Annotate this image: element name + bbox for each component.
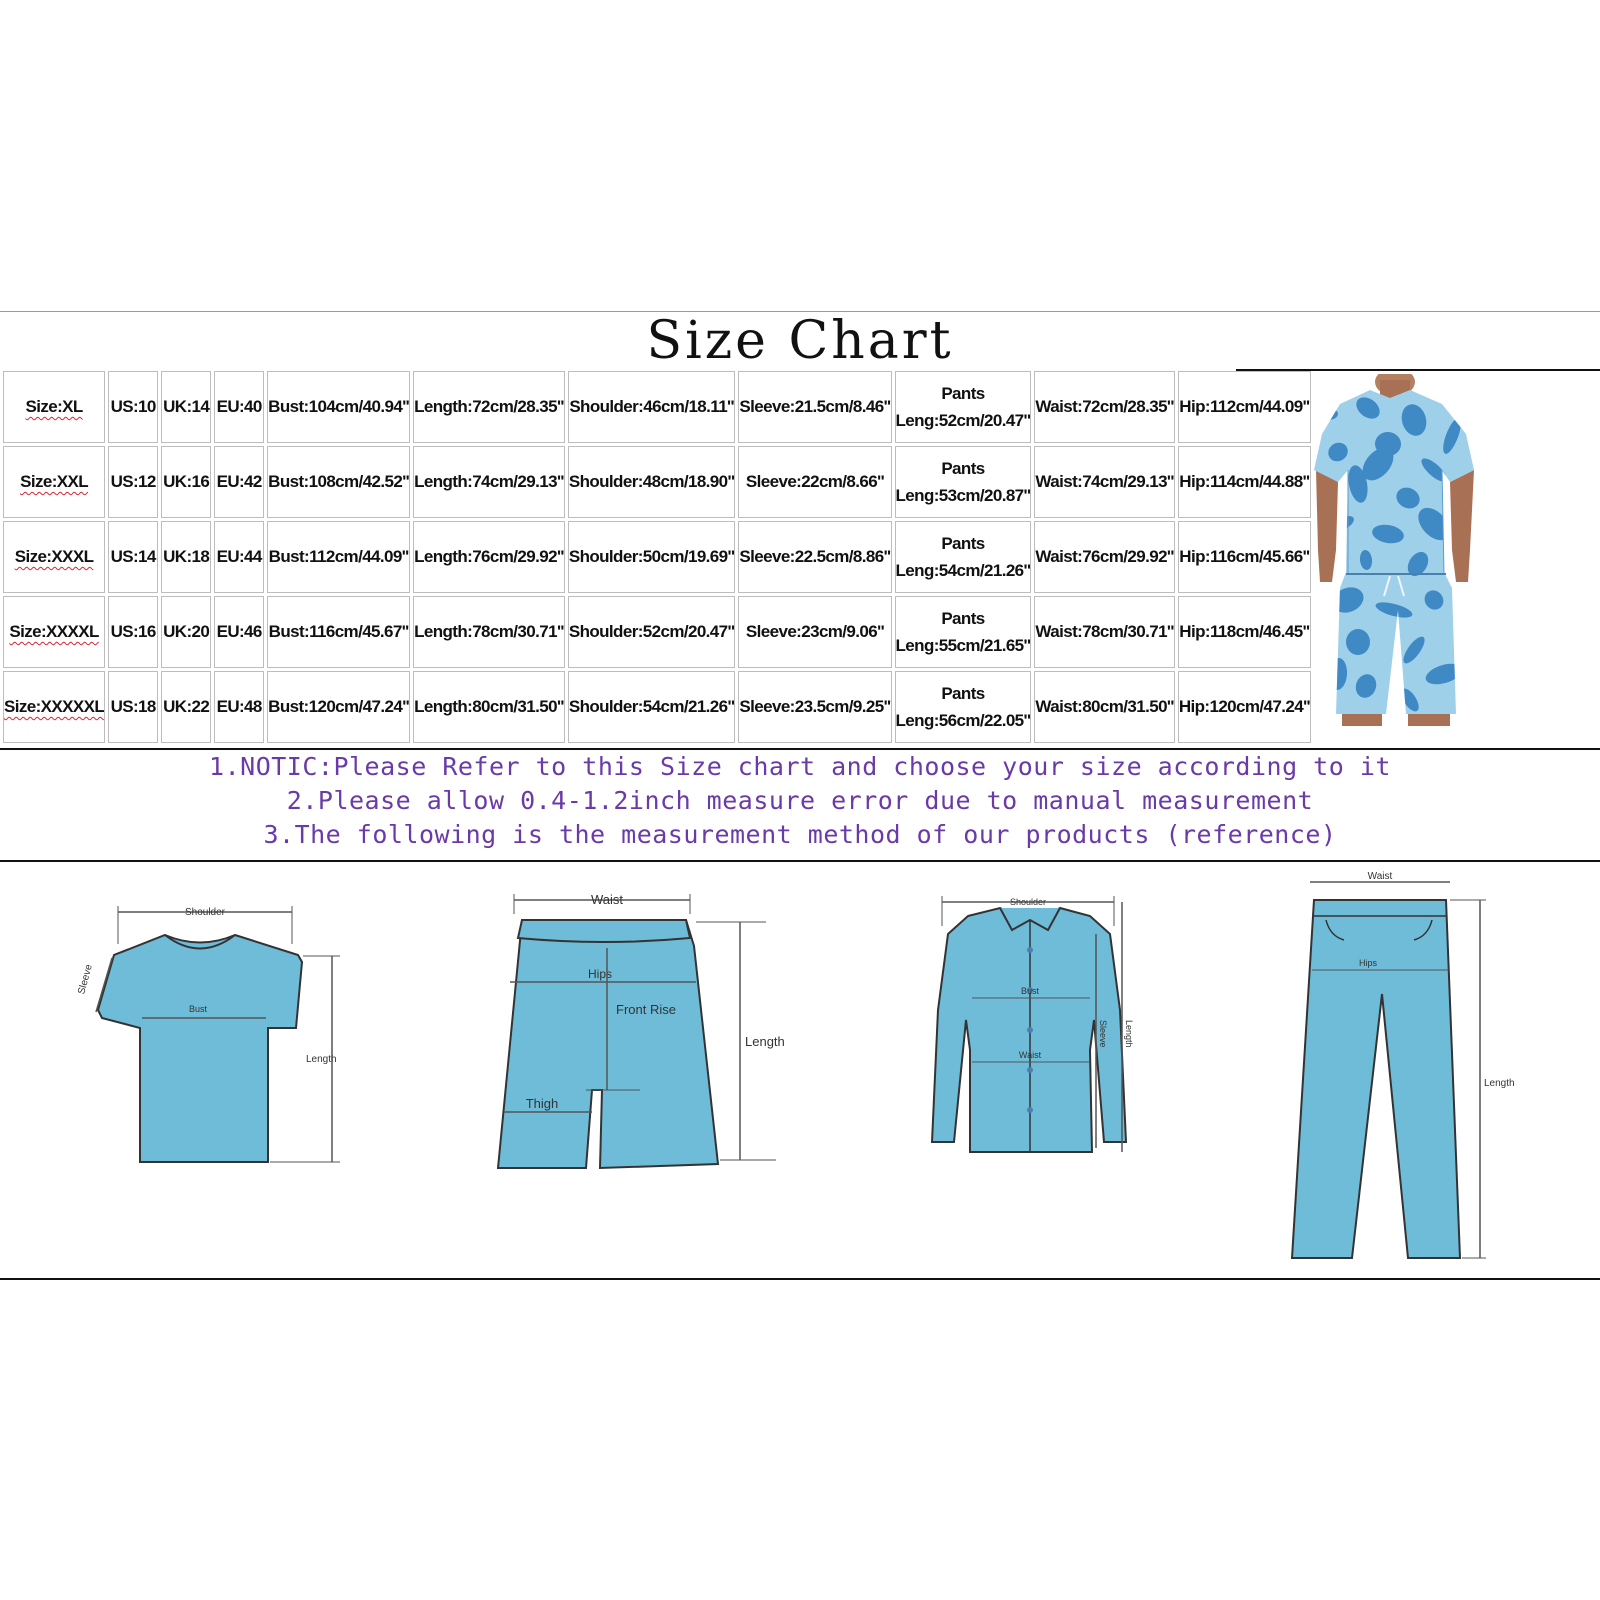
cell-sleeve: Sleeve:21.5cm/8.46''	[738, 371, 891, 443]
size-label: Size:XXXXXL	[4, 697, 105, 716]
pants-hips-label: Hips	[1358, 958, 1378, 968]
cell-hip: Hip:118cm/46.45''	[1178, 596, 1311, 668]
cell-bust: Bust:116cm/45.67''	[267, 596, 410, 668]
shorts-waist-label: Waist	[590, 892, 624, 907]
cell-eu: EU:42	[214, 446, 264, 518]
size-table-wrapper	[0, 368, 1314, 746]
cell-pants-length	[895, 371, 1032, 443]
pants-diagram	[1290, 870, 1560, 1260]
cell-length: Length:78cm/30.71''	[413, 596, 565, 668]
cell-bust: Bust:112cm/44.09''	[267, 521, 410, 593]
cell-us: US:10	[108, 371, 158, 443]
divider-after-notes	[0, 860, 1600, 862]
cell-hip: Hip:120cm/47.24''	[1178, 671, 1311, 743]
pants-shape	[1292, 900, 1460, 1258]
cell-sleeve: Sleeve:23cm/9.06''	[738, 596, 891, 668]
cell-pants-length	[895, 446, 1032, 518]
note-2: 2.Please allow 0.4-1.2inch measure error due to manual measurement	[286, 786, 1314, 815]
cell-pants-length	[895, 596, 1032, 668]
table-row	[3, 371, 1311, 443]
pants-length-value: Leng:54cm/21.26''	[895, 561, 1031, 580]
pants-label-line: Pants	[941, 684, 985, 703]
size-table	[0, 368, 1314, 746]
table-row	[3, 671, 1311, 743]
cell-eu: EU:46	[214, 596, 264, 668]
cell-size	[3, 371, 105, 443]
cell-sleeve: Sleeve:22cm/8.66''	[738, 446, 891, 518]
left-arm-shape	[1316, 470, 1338, 582]
size-label: Size:XXXXL	[9, 622, 99, 641]
cell-length: Length:76cm/29.92''	[413, 521, 565, 593]
cell-size	[3, 596, 105, 668]
cell-bust: Bust:120cm/47.24''	[267, 671, 410, 743]
cell-shoulder: Shoulder:46cm/18.11''	[568, 371, 736, 443]
cell-eu: EU:44	[214, 521, 264, 593]
shorts-front-rise-label: Front Rise	[616, 1002, 676, 1017]
cell-size	[3, 446, 105, 518]
cell-uk: UK:22	[161, 671, 211, 743]
cell-length: Length:74cm/29.13''	[413, 446, 565, 518]
cell-uk: UK:16	[161, 446, 211, 518]
tshirt-length-label: Length	[306, 1054, 337, 1065]
notes-section	[0, 750, 1600, 852]
bottom-divider	[0, 1278, 1600, 1280]
cell-size	[3, 671, 105, 743]
cell-uk: UK:18	[161, 521, 211, 593]
pants-length-label: Length	[1484, 1078, 1515, 1089]
cell-us: US:12	[108, 446, 158, 518]
cell-uk: UK:20	[161, 596, 211, 668]
shirt-length-label: Length	[1124, 1020, 1134, 1048]
page-title: Size Chart	[646, 311, 954, 371]
cell-waist: Waist:74cm/29.13''	[1034, 446, 1174, 518]
cell-uk: UK:14	[161, 371, 211, 443]
cell-bust: Bust:104cm/40.94''	[267, 371, 410, 443]
table-row	[3, 596, 1311, 668]
shorts-thigh-label: Thigh	[525, 1096, 559, 1111]
size-label: Size:XXL	[20, 472, 89, 491]
model-photo-illustration	[1238, 374, 1600, 730]
cell-waist: Waist:78cm/30.71''	[1034, 596, 1174, 668]
cell-length: Length:72cm/28.35''	[413, 371, 565, 443]
size-label: Size:XXXL	[14, 547, 94, 566]
cell-shoulder: Shoulder:52cm/20.47''	[568, 596, 736, 668]
shirt-shoulder-label: Shoulder	[1009, 897, 1047, 907]
pants-length-value: Leng:56cm/22.05''	[895, 711, 1031, 730]
cell-us: US:16	[108, 596, 158, 668]
cell-hip: Hip:112cm/44.09''	[1178, 371, 1311, 443]
cell-shoulder: Shoulder:48cm/18.90''	[568, 446, 736, 518]
cell-waist: Waist:76cm/29.92''	[1034, 521, 1174, 593]
cell-eu: EU:40	[214, 371, 264, 443]
shorts-waistband-shape	[518, 920, 690, 942]
cell-shoulder: Shoulder:54cm/21.26''	[568, 671, 736, 743]
size-label: Size:XL	[25, 397, 83, 416]
pants-length-value: Leng:52cm/20.47''	[895, 411, 1031, 430]
cell-eu: EU:48	[214, 671, 264, 743]
size-table-body	[3, 371, 1311, 743]
cell-sleeve: Sleeve:22.5cm/8.86''	[738, 521, 891, 593]
product-photo	[1238, 374, 1600, 730]
tshirt-sleeve-label: Sleeve	[76, 963, 95, 996]
cell-hip: Hip:114cm/44.88''	[1178, 446, 1311, 518]
cell-waist: Waist:80cm/31.50''	[1034, 671, 1174, 743]
table-row	[3, 521, 1311, 593]
cell-bust: Bust:108cm/42.52''	[267, 446, 410, 518]
tshirt-bust-label: Bust	[188, 1004, 208, 1014]
shorts-diagram	[490, 890, 800, 1180]
pants-label-line: Pants	[941, 534, 985, 553]
tshirt-shoulder-label: Shoulder	[184, 907, 226, 918]
pants-waist-label: Waist	[1367, 871, 1393, 882]
cell-size	[3, 521, 105, 593]
cell-sleeve: Sleeve:23.5cm/9.25''	[738, 671, 891, 743]
shorts-shape	[498, 920, 718, 1168]
cell-pants-length	[895, 521, 1032, 593]
cell-pants-length	[895, 671, 1032, 743]
cell-waist: Waist:72cm/28.35''	[1034, 371, 1174, 443]
shirt-waist-label: Waist	[1018, 1050, 1042, 1060]
shirt-bust-label: Bust	[1020, 986, 1040, 996]
cell-hip: Hip:116cm/45.66''	[1178, 521, 1311, 593]
pants-label-line: Pants	[941, 384, 985, 403]
tshirt-diagram	[70, 900, 370, 1180]
shirt-diagram	[900, 890, 1170, 1180]
cell-us: US:14	[108, 521, 158, 593]
pants-label-line: Pants	[941, 609, 985, 628]
note-1: 1.NOTIC:Please Refer to this Size chart and choose your size according to it	[209, 752, 1391, 781]
pants-label-line: Pants	[941, 459, 985, 478]
shorts-length-label: Length	[745, 1034, 785, 1049]
shorts-hips-label: Hips	[587, 967, 613, 981]
shirt-sleeve-label: Sleeve	[1098, 1020, 1108, 1048]
cell-us: US:18	[108, 671, 158, 743]
tshirt-shape	[98, 935, 302, 1162]
pants-length-value: Leng:53cm/20.87''	[895, 486, 1031, 505]
cell-shoulder: Shoulder:50cm/19.69''	[568, 521, 736, 593]
cell-length: Length:80cm/31.50''	[413, 671, 565, 743]
note-3: 3.The following is the measurement method of our products (reference)	[263, 820, 1337, 849]
pants-length-value: Leng:55cm/21.65''	[895, 636, 1031, 655]
table-row	[3, 446, 1311, 518]
right-arm-shape	[1450, 470, 1474, 582]
